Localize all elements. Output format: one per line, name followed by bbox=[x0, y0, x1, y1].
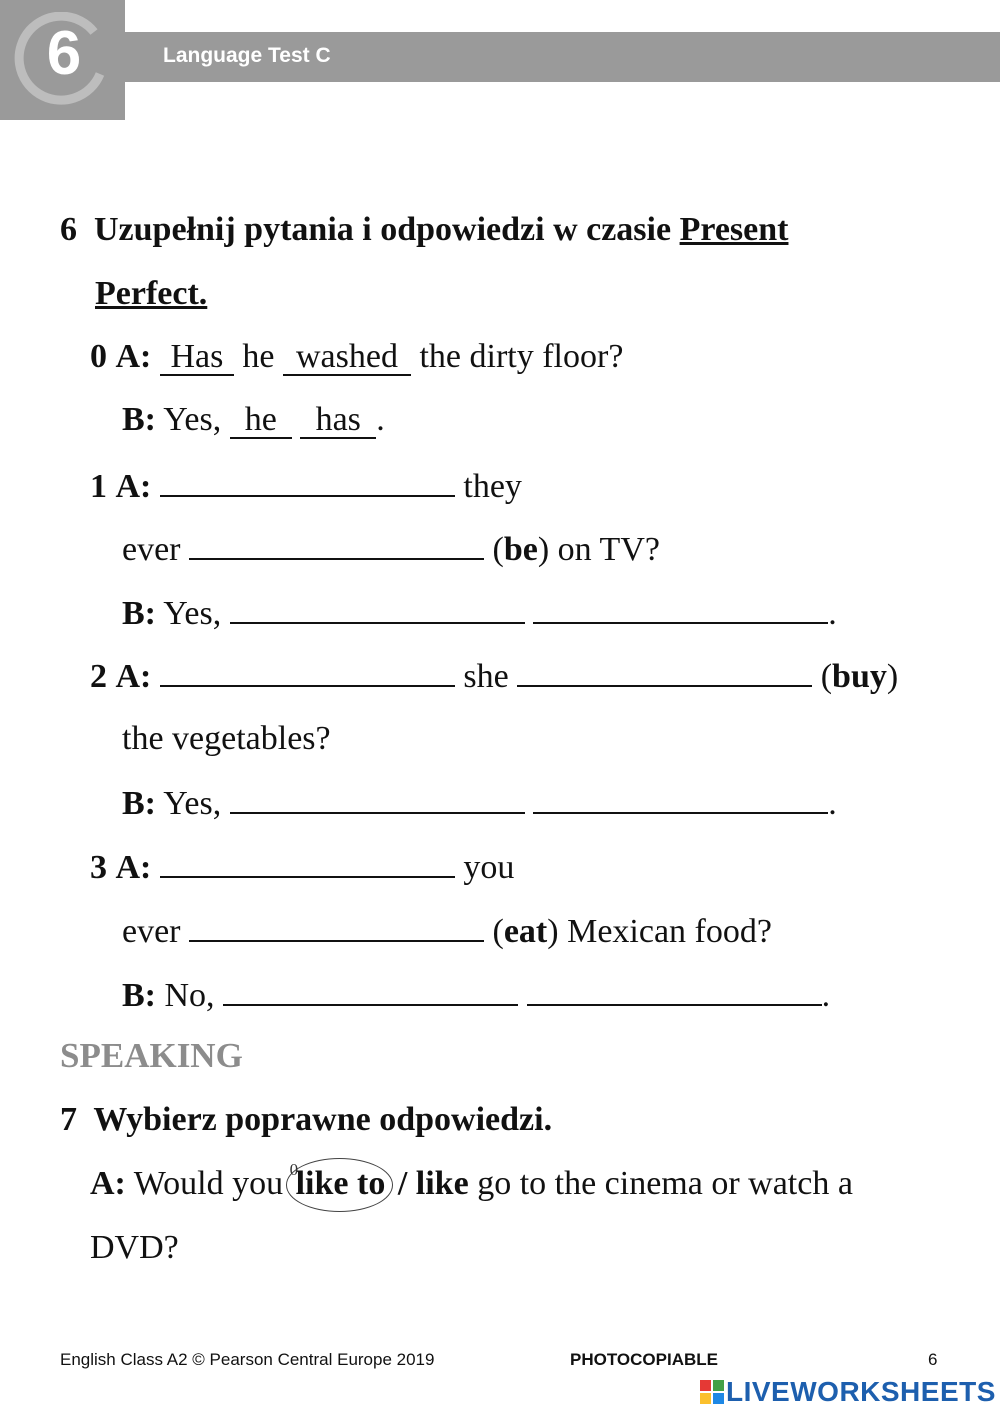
task6-tense-cont: Perfect. bbox=[95, 275, 208, 312]
q3-verb: eat bbox=[503, 913, 548, 950]
task6-heading bbox=[60, 210, 788, 250]
q2-blank-2[interactable] bbox=[517, 655, 812, 687]
q2-b-start: Yes, bbox=[163, 785, 222, 822]
period: . bbox=[828, 595, 837, 632]
example-answer-1: Has bbox=[160, 340, 234, 376]
unit-badge bbox=[0, 0, 125, 120]
task6-heading-cont bbox=[95, 274, 207, 314]
q1-line-1 bbox=[90, 465, 522, 507]
example-answer-4: has bbox=[300, 403, 376, 439]
speaking-heading: SPEAKING bbox=[60, 1036, 243, 1075]
header-title: Language Test C bbox=[163, 44, 331, 67]
q2-line-3 bbox=[122, 782, 837, 824]
option-like-to[interactable] bbox=[289, 1160, 390, 1204]
q3-b-start: No, bbox=[164, 977, 215, 1014]
q2-line-1: 2 A: she (buy) bbox=[90, 655, 898, 697]
q3-ever: ever bbox=[122, 913, 181, 950]
q1-line-2: ever (be) on TV? bbox=[122, 528, 660, 570]
q1-num: 1 bbox=[90, 468, 107, 505]
q2-blank-3[interactable] bbox=[230, 782, 525, 814]
task6-instruction: Uzupełnij pytania i odpowiedzi w czasie bbox=[94, 211, 672, 248]
task7-text-2: go to the cinema or watch a bbox=[477, 1165, 853, 1202]
speaker-a-label: A: bbox=[115, 338, 152, 375]
selection-circle bbox=[286, 1158, 394, 1212]
option-like[interactable]: like bbox=[415, 1165, 469, 1202]
speaker-b-label: B: bbox=[122, 595, 156, 632]
liveworksheets-logo-icon bbox=[700, 1380, 724, 1404]
example-text-1: he bbox=[242, 338, 275, 375]
footer-page-number: 6 bbox=[928, 1350, 938, 1369]
q1-text-1: they bbox=[463, 468, 522, 505]
example-answer-line bbox=[122, 400, 385, 440]
task7-text-1: Would you bbox=[133, 1165, 284, 1202]
q2-blank-1[interactable] bbox=[160, 655, 455, 687]
q3-blank-2[interactable] bbox=[189, 910, 484, 942]
q3-line-2: ever (eat) Mexican food? bbox=[122, 910, 772, 952]
footer-photocopiable: PHOTOCOPIABLE bbox=[570, 1350, 718, 1369]
q1-blank-1[interactable] bbox=[160, 465, 455, 497]
q1-tail: on TV? bbox=[557, 531, 660, 568]
liveworksheets-brand[interactable] bbox=[700, 1376, 996, 1408]
q2-verb: buy bbox=[832, 658, 887, 695]
q1-b-start: Yes, bbox=[163, 595, 222, 632]
header-bar bbox=[125, 32, 1000, 82]
q3-blank-4[interactable] bbox=[527, 974, 822, 1006]
footer-copyright: English Class A2 © Pearson Central Europe 2019 bbox=[60, 1350, 435, 1369]
speaker-b-label: B: bbox=[122, 977, 156, 1014]
q2-text-2: the vegetables? bbox=[122, 720, 331, 757]
unit-number: 6 bbox=[46, 19, 82, 88]
task6-tense: Present bbox=[679, 211, 789, 248]
q3-tail: Mexican food? bbox=[567, 913, 772, 950]
liveworksheets-text: LIVEWORKSHEETS bbox=[726, 1376, 996, 1407]
speaker-a-label: A: bbox=[115, 468, 152, 505]
period: . bbox=[828, 785, 837, 822]
task7-number: 7 bbox=[60, 1101, 77, 1138]
period: . bbox=[821, 977, 831, 1014]
speaker-a-label: A: bbox=[90, 1165, 126, 1202]
example-text-2: the dirty floor? bbox=[419, 338, 624, 375]
task7-heading bbox=[60, 1100, 552, 1140]
task7-text-3: DVD? bbox=[90, 1229, 179, 1266]
example-answer-3: he bbox=[230, 403, 292, 439]
task7-line-1 bbox=[90, 1160, 853, 1204]
example-num: 0 bbox=[90, 338, 107, 375]
q3-text-1: you bbox=[463, 849, 515, 886]
task7-line-2 bbox=[90, 1228, 179, 1268]
example-yes: Yes, bbox=[163, 401, 222, 438]
q3-num: 3 bbox=[90, 849, 107, 886]
q3-blank-1[interactable] bbox=[160, 846, 455, 878]
option-slash: / bbox=[397, 1165, 408, 1202]
q1-ever: ever bbox=[122, 531, 181, 568]
task7-instruction: Wybierz poprawne odpowiedzi. bbox=[93, 1101, 553, 1138]
q3-line-3 bbox=[122, 974, 830, 1016]
speaker-b-label: B: bbox=[122, 785, 156, 822]
q1-verb: be bbox=[503, 531, 538, 568]
period: . bbox=[376, 401, 385, 438]
speaker-a-label: A: bbox=[115, 658, 152, 695]
q3-line-1 bbox=[90, 846, 514, 888]
task6-number: 6 bbox=[60, 211, 77, 248]
q2-blank-4[interactable] bbox=[533, 782, 828, 814]
q1-blank-4[interactable] bbox=[533, 592, 828, 624]
q2-num: 2 bbox=[90, 658, 107, 695]
q1-line-3 bbox=[122, 592, 837, 634]
speaker-b-label: B: bbox=[122, 401, 156, 438]
q2-line-2 bbox=[122, 719, 331, 759]
example-question bbox=[90, 337, 623, 377]
option-like-to-label: like to bbox=[295, 1165, 386, 1202]
q3-blank-3[interactable] bbox=[223, 974, 518, 1006]
example-answer-2: washed bbox=[283, 340, 411, 376]
q1-blank-3[interactable] bbox=[230, 592, 525, 624]
example-mark: 0 bbox=[289, 1160, 299, 1179]
q2-text-1: she bbox=[463, 658, 509, 695]
q1-blank-2[interactable] bbox=[189, 528, 484, 560]
speaker-a-label: A: bbox=[115, 849, 152, 886]
